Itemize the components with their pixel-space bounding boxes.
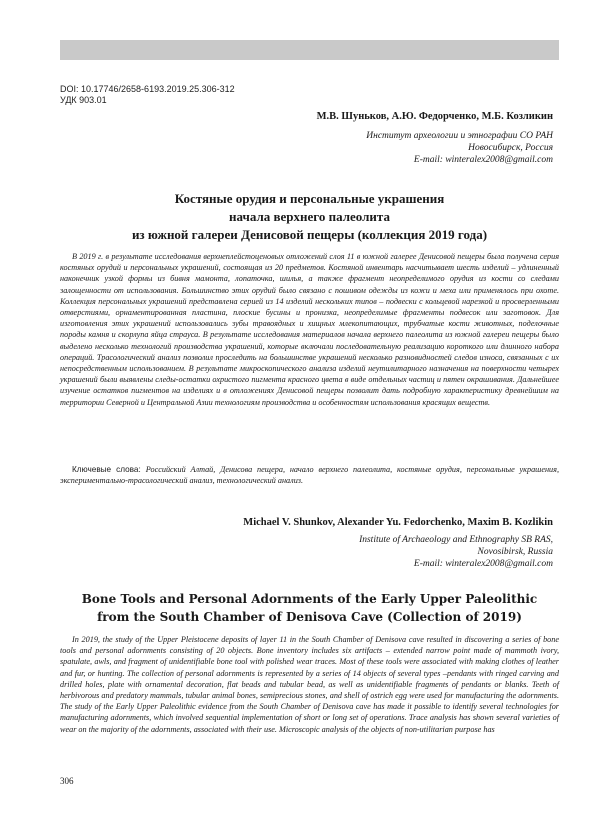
authors-ru: М.В. Шуньков, А.Ю. Федорченко, М.Б. Козликин: [316, 111, 553, 122]
doi-line[interactable]: DOI: 10.17746/2658-6193.2019.25.306-312: [60, 84, 235, 94]
title-ru-line-2: начала верхнего палеолита: [229, 209, 390, 224]
abstract-ru: В 2019 г. в результате исследования верхнеплейстоценовых отложений слоя 11 в южной галерее Денисовой пещеры была получена серия костяных орудий и персональных украшений, состоящая из 20 предметов. Костяной инвентарь насчитывает шесть изделий – удлиненный наконечник узкой формы из бивня мамонта, лопаточка, шилья, а также фрагмент неопределимого орудия из кости со следами залощенности от использования. Большинство этих орудий было связано с пошивом одежды из кожи и меха или применялось при охоте. Коллекция персональных украшений представлена серией из 14 изделий нескольких типов – подвески с кольцевой нарезкой и просверленными отверстиями, орнаментированная пластина, плоские бусины и пронизка, неопределимые фрагменты подвесок или заготовок. Для изготовления этих украшений использовались зубы травоядных и хищных млекопитающих, трубчатые кости животных, поделочные породы камня и скорлупа яйца страуса. В результате исследования материалов начала верхнего палеолита из южной галереи пещеры было выделено несколько технологий производства украшений, которые включали последовательную реализацию короткого или длинного набора операций. Трасологический анализ позволил проследить на большинстве украшений несколько разновидностей следов износа, связанных с их непосредственным использованием. В результате микроскопического анализа изделий неутилитарного назначения на поверхности четырех украшений были выявлены следы-остатки охристого пигмента красного цвета в виде отдельных частиц и пятен окрашивания. Дальнейшее изучение остатков пигментов на изделиях и в отложениях Денисовой пещеры позволит дать подробную характеристику древнейшим на территории Северной и Центральной Азии технологиям производства и особенностям использования красящих веществ.: [60, 252, 559, 407]
affiliation-en: [359, 534, 553, 570]
keywords-ru-values: Российский Алтай, Денисова пещера, начало верхнего палеолита, костяные орудия, персональные украшения, экспериментально-трасологический анализ, технологический анализ.: [60, 465, 559, 486]
title-ru: [60, 190, 559, 244]
affiliation-ru-city: Новосибирск, Россия: [468, 143, 553, 153]
affiliation-ru: [366, 130, 553, 166]
abstract-en: In 2019, the study of the Upper Pleistocene deposits of layer 11 in the South Chamber of Denisova cave resulted in discovering a series of bone tools and personal adornments consisting of 20 objects. Bone inventory includes six artifacts – extended narrow point made of mammoth ivory, spatulate, awls, and fragment of unidentifiable bone tool with polished wear traces. Most of these tools were associated with making clothes of leather and fur, or hunting. The collection of personal adornments is represented by a series of 14 objects of several types –pendants with ringed carving and drilled holes, plate with ornamental decoration, flat beads and tubular bead, as well as unidentifiable fragments of pendants or blanks. Teeth of herbivorous and predatory mammals, tubular animal bones, semiprecious stones, and shell of ostrich egg were used for manufacturing the adornments. The study of the Early Upper Paleolithic evidence from the South Chamber of Denisova cave has made it possible to identify several technologies for manufacturing adornments, which involved sequential implementation of short or long set of operations. Trace analysis has shown several varieties of wear on the majority of the adornments, associated with their use. Microscopic analysis of the objects of non-utilitarian purpose has: [60, 635, 559, 734]
keywords-ru: [60, 464, 559, 486]
article-meta: [60, 84, 235, 106]
authors-en: Michael V. Shunkov, Alexander Yu. Fedorchenko, Maxim B. Kozlikin: [243, 517, 553, 528]
title-en: [60, 590, 559, 626]
affiliation-en-city: Novosibirsk, Russia: [477, 547, 553, 557]
keywords-ru-label: Ключевые слова:: [72, 465, 146, 474]
page-number: 306: [60, 776, 74, 786]
udk-line: УДК 903.01: [60, 95, 107, 105]
header-bar: [60, 40, 559, 60]
title-en-line-1: Bone Tools and Personal Adornments of the Early Upper Paleolithic: [81, 592, 538, 606]
title-en-line-2: from the South Chamber of Denisova Cave (Collection of 2019): [97, 610, 522, 624]
affiliation-ru-email[interactable]: E-mail: winteralex2008@gmail.com: [413, 155, 553, 165]
affiliation-en-email[interactable]: E-mail: winteralex2008@gmail.com: [413, 559, 553, 569]
title-ru-line-3: из южной галереи Денисовой пещеры (коллекция 2019 года): [131, 227, 488, 242]
affiliation-en-institute: Institute of Archaeology and Ethnography SB RAS,: [359, 535, 553, 545]
affiliation-ru-institute: Институт археологии и этнографии СО РАН: [366, 131, 553, 141]
title-ru-line-1: Костяные орудия и персональные украшения: [174, 191, 445, 206]
